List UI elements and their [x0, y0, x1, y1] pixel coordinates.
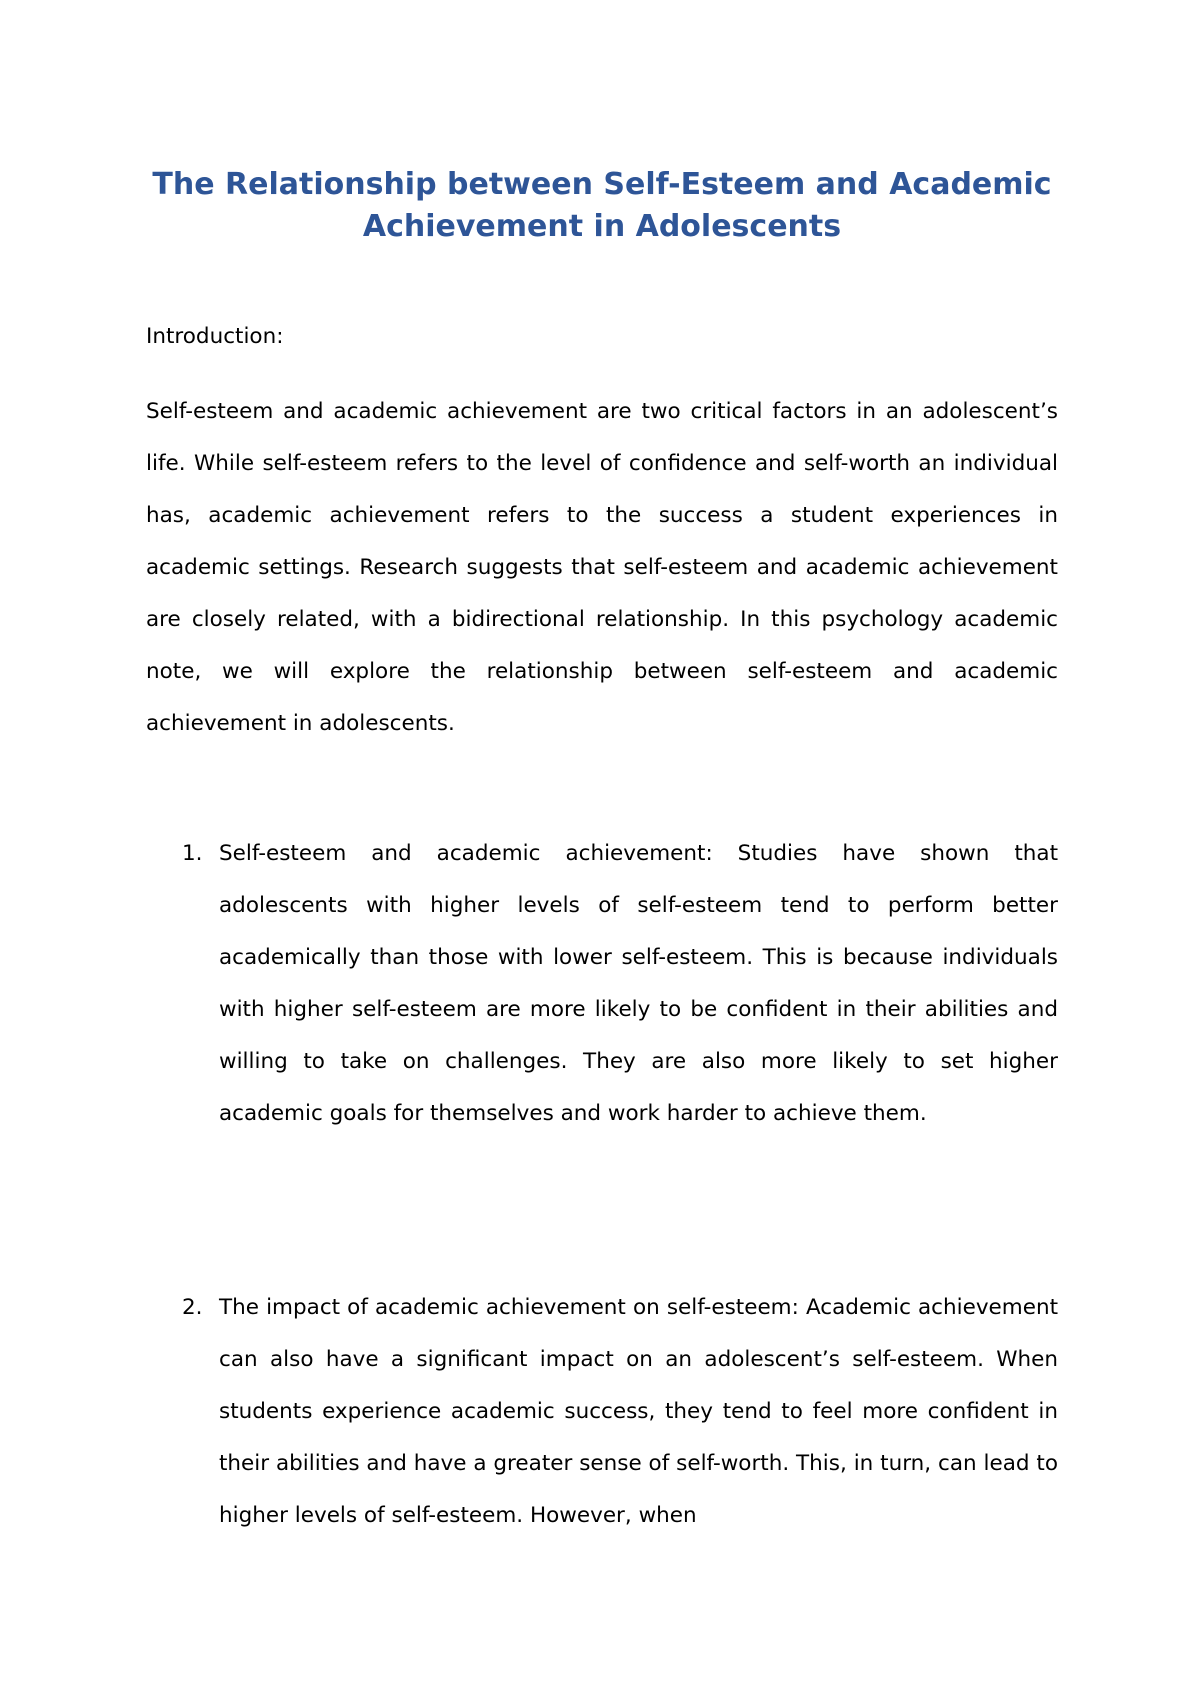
introduction-heading: Introduction: — [146, 324, 284, 349]
list-item-text: Self-esteem and academic achievement: Studies have shown that adolescents with higher levels of self-esteem tend to perform better academically than those with lower self-esteem. This is because individuals with higher self-esteem are more likely to be confident in their abilities and willing to take on challenges. They are also more likely to set higher academic goals for themselves and work harder to achieve them. — [219, 841, 1058, 1126]
list-item-number: 1. — [182, 841, 203, 866]
list-item — [146, 828, 1058, 1140]
list-item — [146, 1282, 1058, 1542]
list-item-number: 2. — [182, 1295, 203, 1320]
list-item-text: The impact of academic achievement on self-esteem: Academic achievement can also have a significant impact on an adolescent’s self-esteem. When students experience academic success, they tend to feel more confident in their abilities and have a greater sense of self-worth. This, in turn, can lead to higher levels of self-esteem. However, when — [219, 1295, 1058, 1528]
introduction-paragraph: Self-esteem and academic achievement are two critical factors in an adolescent’s life. While self-esteem refers to the level of confidence and self-worth an individual has, academic achievement refers to the success a student experiences in academic settings. Research suggests that self-esteem and academic achievement are closely related, with a bidirectional relationship. In this psychology academic note, we will explore the relationship between self-esteem and academic achievement in adolescents. — [146, 399, 1058, 736]
document-title: The Relationship between Self-Esteem and Academic Achievement in Adolescents — [152, 167, 1052, 244]
